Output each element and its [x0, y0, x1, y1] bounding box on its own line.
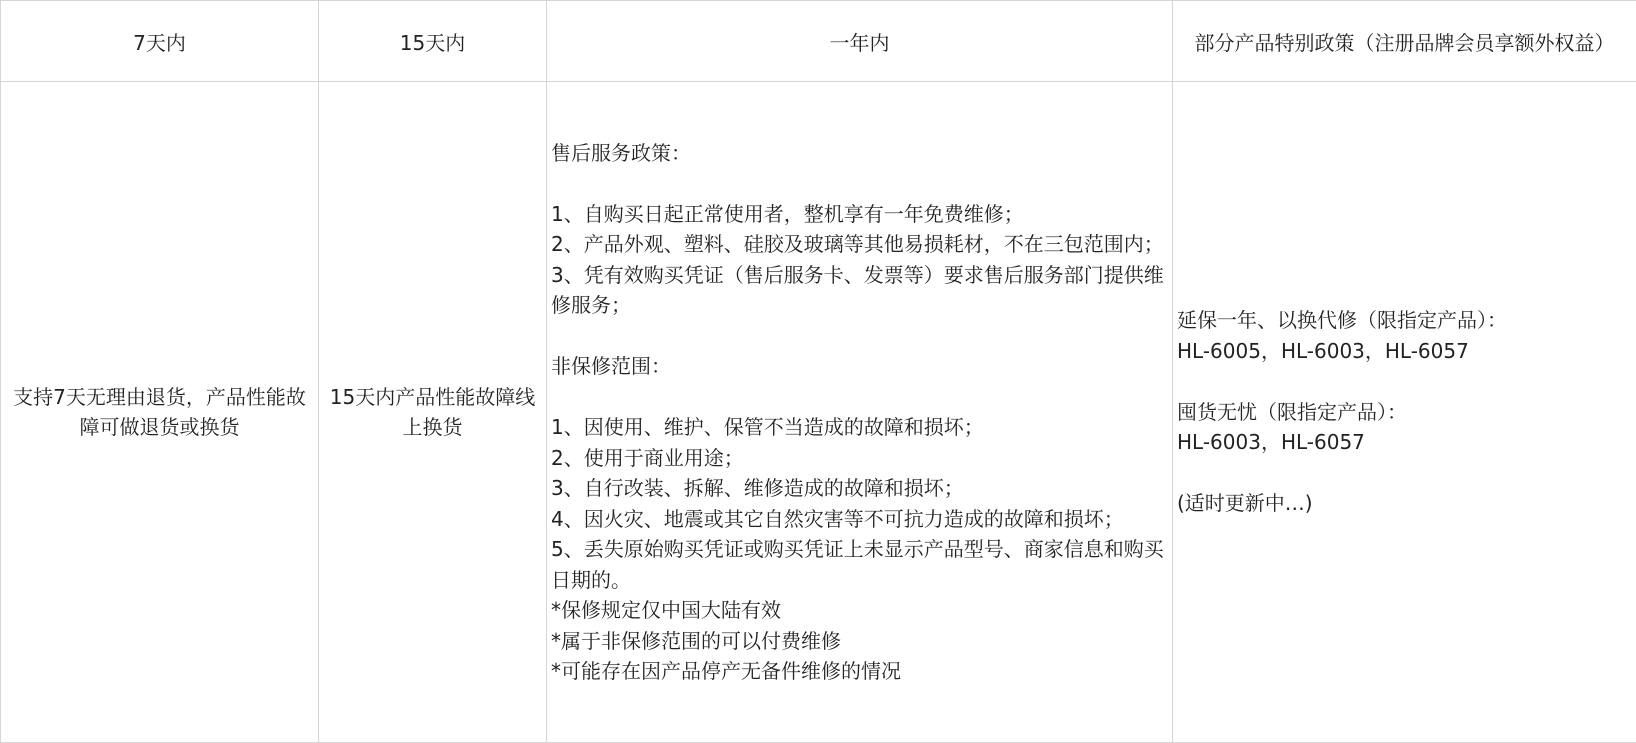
spacer	[551, 321, 1168, 352]
policy-note: *属于非保修范围的可以付费维修	[551, 626, 1168, 657]
cell-15-days	[319, 82, 547, 743]
spacer	[551, 382, 1168, 413]
exclusion-item: 4、因火灾、地震或其它自然灾害等不可抗力造成的故障和损坏；	[551, 504, 1168, 535]
spacer	[1177, 366, 1632, 397]
service-item: 3、凭有效购买凭证（售后服务卡、发票等）要求售后服务部门提供维修服务；	[551, 260, 1168, 321]
update-note: (适时更新中…)	[1177, 488, 1632, 519]
header-special-policy: 部分产品特别政策（注册品牌会员享额外权益）	[1173, 1, 1636, 82]
cell-special-policy	[1173, 82, 1636, 743]
exclusion-item: 1、因使用、维护、保管不当造成的故障和损坏；	[551, 412, 1168, 443]
header-one-year: 一年内	[547, 1, 1173, 82]
policy-note: *可能存在因产品停产无备件维修的情况	[551, 656, 1168, 687]
service-policy-title: 售后服务政策：	[551, 138, 1168, 169]
fifteen-day-exchange-text: 15天内产品性能故障线上换货	[325, 382, 540, 442]
seven-day-return-text: 支持7天无理由退货，产品性能故障可做退货或换货	[7, 382, 312, 442]
table-row	[1, 82, 1636, 743]
exclusion-item: 2、使用于商业用途；	[551, 443, 1168, 474]
header-7-days: 7天内	[1, 1, 319, 82]
hoard-worry-free-title: 囤货无忧（限指定产品）：	[1177, 397, 1632, 428]
cell-7-days	[1, 82, 319, 743]
spacer	[1177, 458, 1632, 489]
exclusion-item: 3、自行改装、拆解、维修造成的故障和损坏；	[551, 473, 1168, 504]
table-header	[1, 1, 1636, 82]
exclusion-item: 5、丢失原始购买凭证或购买凭证上未显示产品型号、商家信息和购买日期的。	[551, 534, 1168, 595]
service-item: 2、产品外观、塑料、硅胶及玻璃等其他易损耗材，不在三包范围内；	[551, 229, 1168, 260]
header-15-days: 15天内	[319, 1, 547, 82]
header-row	[1, 1, 1636, 82]
hoard-worry-free-models: HL-6003，HL-6057	[1177, 427, 1632, 458]
table-body	[1, 82, 1636, 743]
extended-warranty-models: HL-6005，HL-6003，HL-6057	[1177, 336, 1632, 367]
service-item: 1、自购买日起正常使用者，整机享有一年免费维修；	[551, 199, 1168, 230]
cell-one-year	[547, 82, 1173, 743]
exclusion-title: 非保修范围：	[551, 351, 1168, 382]
policy-note: *保修规定仅中国大陆有效	[551, 595, 1168, 626]
extended-warranty-title: 延保一年、以换代修（限指定产品）：	[1177, 305, 1632, 336]
spacer	[551, 168, 1168, 199]
